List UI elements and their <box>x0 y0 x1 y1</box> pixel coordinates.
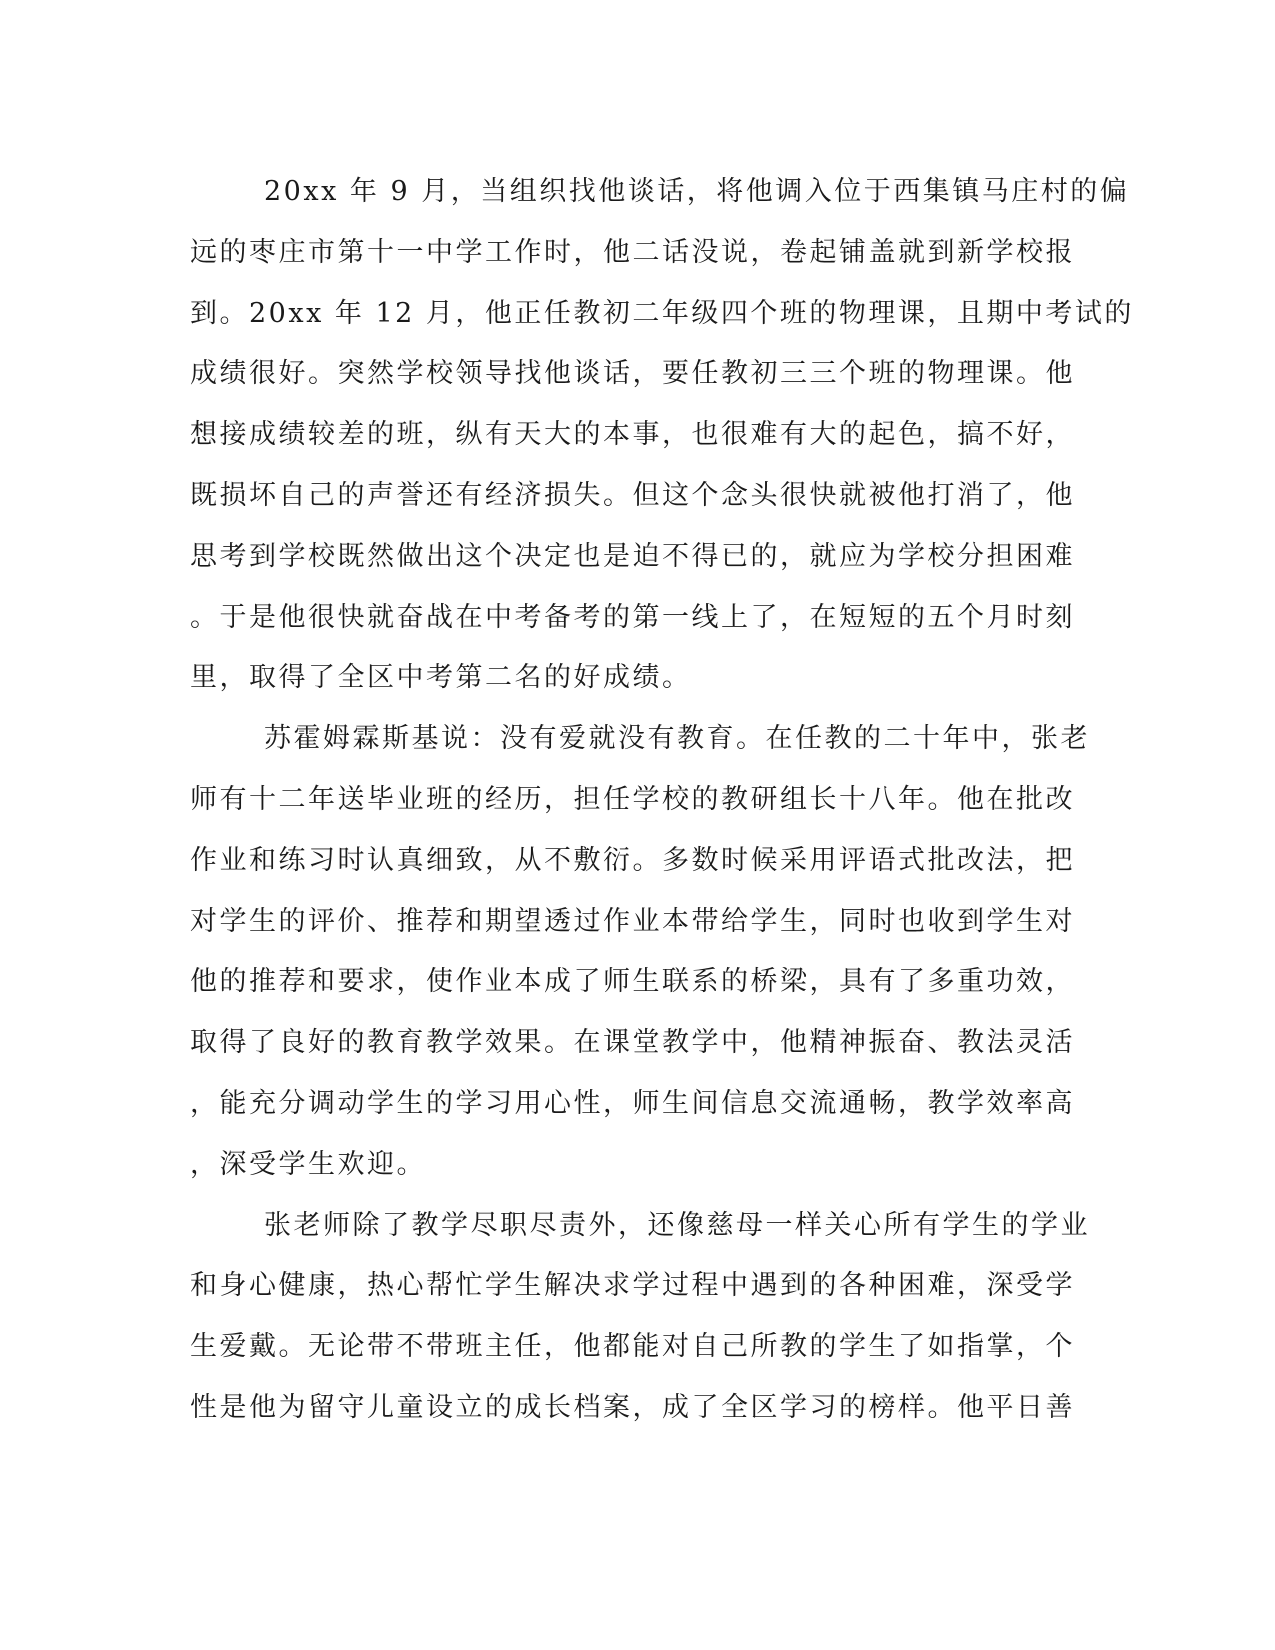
text-line: 师有十二年送毕业班的经历，担任学校的教研组长十八年。他在批改 <box>190 783 1075 815</box>
text-line: 里，取得了全区中考第二名的好成绩。 <box>190 662 692 694</box>
document-body <box>190 162 1134 1439</box>
text-line: 对学生的评价、推荐和期望透过作业本带给学生，同时也收到学生对 <box>190 905 1075 937</box>
text-line: 张老师除了教学尽职尽责外，还像慈母一样关心所有学生的学业 <box>264 1209 1090 1241</box>
text-line: 思考到学校既然做出这个决定也是迫不得已的，就应为学校分担困难 <box>190 540 1075 572</box>
text-line: ，深受学生欢迎。 <box>190 1148 426 1180</box>
text-line: 想接成绩较差的班，纵有天大的本事，也很难有大的起色，搞不好， <box>190 419 1075 451</box>
text-line: 。于是他很快就奋战在中考备考的第一线上了，在短短的五个月时刻 <box>190 601 1075 633</box>
text-line: 取得了良好的教育教学效果。在课堂教学中，他精神振奋、教法灵活 <box>190 1027 1075 1059</box>
text-line: 到。20xx 年 12 月，他正任教初二年级四个班的物理课，且期中考试的 <box>190 297 1134 329</box>
text-line: 苏霍姆霖斯基说：没有爱就没有教育。在任教的二十年中，张老 <box>264 723 1090 755</box>
text-line: 既损坏自己的声誉还有经济损失。但这个念头很快就被他打消了，他 <box>190 479 1075 511</box>
paragraph-1 <box>190 162 1134 709</box>
text-line: 性是他为留守儿童设立的成长档案，成了全区学习的榜样。他平日善 <box>190 1391 1075 1423</box>
text-line: ，能充分调动学生的学习用心性，师生间信息交流通畅，教学效率高 <box>190 1087 1075 1119</box>
paragraph-2 <box>190 709 1090 1195</box>
text-line: 远的枣庄市第十一中学工作时，他二话没说，卷起铺盖就到新学校报 <box>190 236 1075 268</box>
text-line: 20xx 年 9 月，当组织找他谈话，将他调入位于西集镇马庄村的偏 <box>264 176 1130 207</box>
paragraph-3 <box>190 1196 1090 1439</box>
text-line: 作业和练习时认真细致，从不敷衍。多数时候采用评语式批改法，把 <box>190 844 1075 876</box>
text-line: 和身心健康，热心帮忙学生解决求学过程中遇到的各种困难，深受学 <box>190 1270 1075 1302</box>
text-line: 生爱戴。无论带不带班主任，他都能对自己所教的学生了如指掌，个 <box>190 1331 1075 1363</box>
text-line: 他的推荐和要求，使作业本成了师生联系的桥梁，具有了多重功效， <box>190 966 1075 998</box>
text-line: 成绩很好。突然学校领导找他谈话，要任教初三三个班的物理课。他 <box>190 358 1075 390</box>
